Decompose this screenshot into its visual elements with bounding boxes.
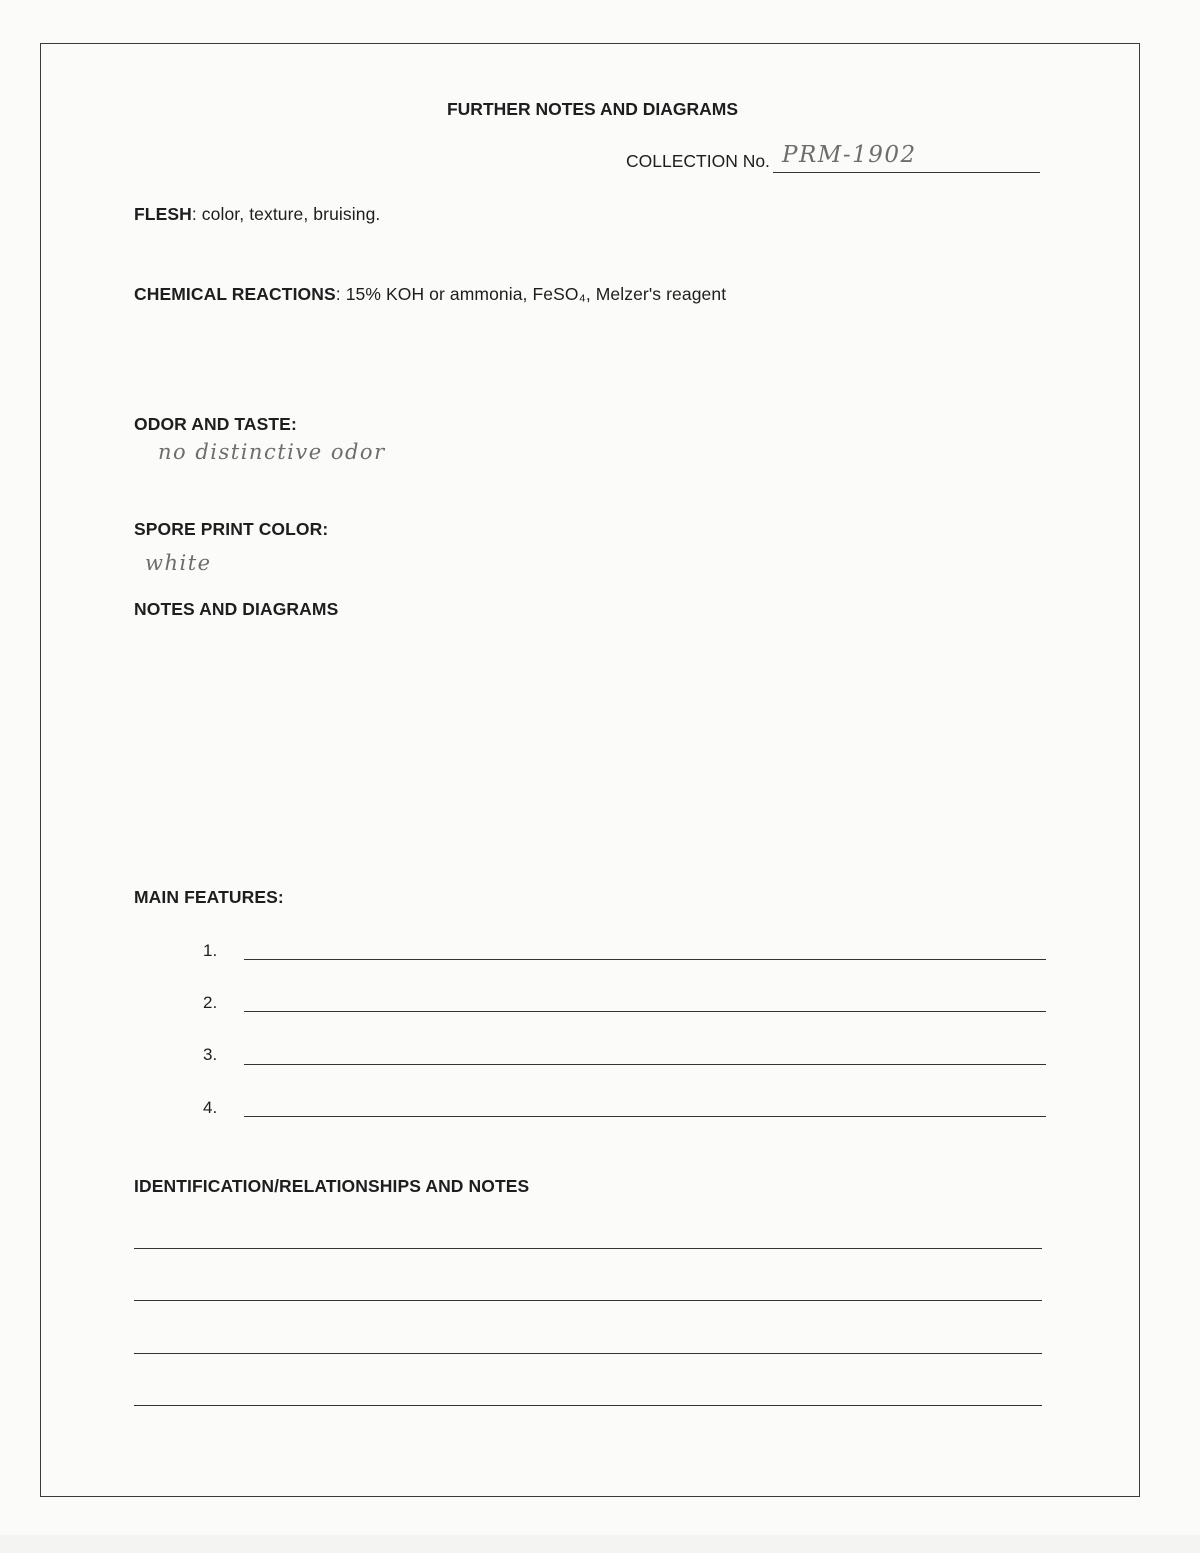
identification-line-2[interactable] (134, 1300, 1042, 1301)
main-features-label: MAIN FEATURES: (134, 887, 284, 907)
flesh-section (134, 204, 380, 225)
odor-taste-label: ODOR AND TASTE: (134, 414, 297, 434)
collection-number-label: COLLECTION No. (626, 151, 770, 171)
identification-line-3[interactable] (134, 1353, 1042, 1354)
flesh-hint: : color, texture, bruising. (191, 204, 381, 224)
spore-print-color-value: white (145, 551, 212, 575)
feature-number-1: 1. (203, 941, 218, 960)
identification-line-1[interactable] (134, 1248, 1042, 1249)
odor-taste-value: no distinctive odor (158, 440, 386, 464)
identification-relationships-label: IDENTIFICATION/RELATIONSHIPS AND NOTES (134, 1176, 530, 1196)
identification-line-4[interactable] (134, 1405, 1042, 1406)
collection-number-value: PRM-1902 (782, 142, 917, 168)
feature-line-4[interactable] (244, 1116, 1046, 1117)
chemical-reactions-hint: : 15% KOH or ammonia, FeSO₄, Melzer's reagent (335, 284, 727, 304)
collection-number-field[interactable] (773, 172, 1040, 173)
feature-line-3[interactable] (244, 1064, 1046, 1065)
flesh-label: FLESH (134, 204, 192, 224)
notes-diagrams-area[interactable] (134, 630, 1044, 870)
chemical-reactions-section (134, 284, 726, 305)
feature-number-3: 3. (203, 1045, 218, 1064)
notes-diagrams-label: NOTES AND DIAGRAMS (134, 599, 339, 619)
feature-number-2: 2. (203, 993, 218, 1012)
feature-line-2[interactable] (244, 1011, 1046, 1012)
form-title: FURTHER NOTES AND DIAGRAMS (446, 99, 738, 119)
chemical-reactions-label: CHEMICAL REACTIONS (134, 284, 336, 304)
feature-line-1[interactable] (244, 959, 1046, 960)
spore-print-color-label: SPORE PRINT COLOR: (134, 519, 329, 539)
feature-number-4: 4. (203, 1098, 218, 1117)
